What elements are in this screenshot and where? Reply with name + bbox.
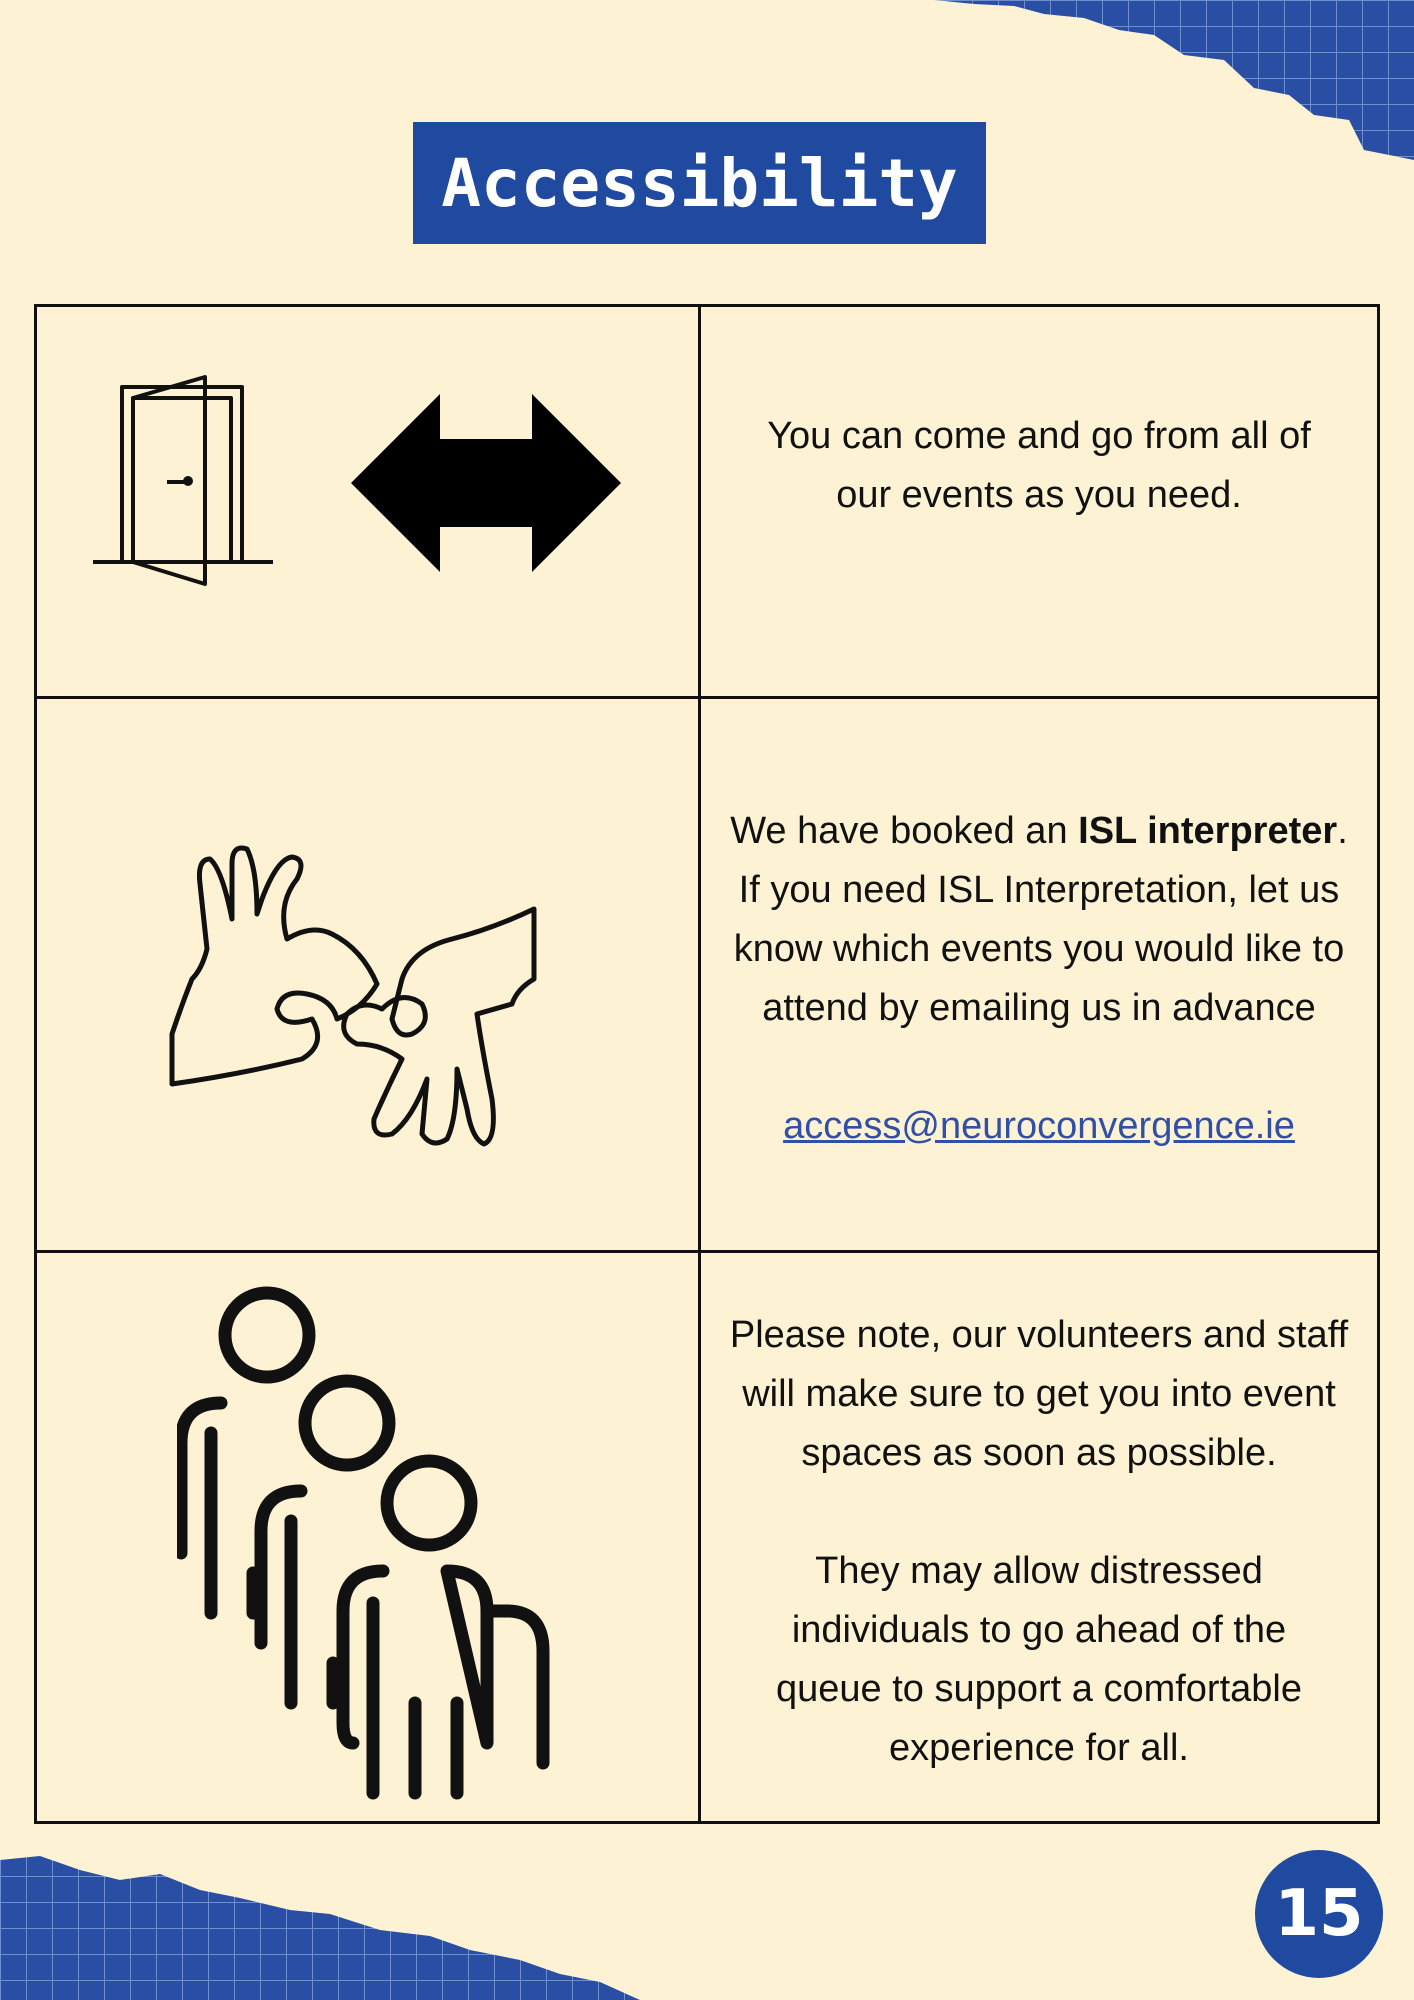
door-icon [87,372,277,597]
page-number: 15 [1274,1877,1364,1951]
sign-language-hands-icon [162,839,542,1169]
isl-text-suffix: . If you need ISL Interpretation, let us know which events you would like to attend by emailing us in advance [733,809,1348,1029]
come-and-go-text: You can come and go from all of our events as you need. [767,414,1311,516]
table-row [37,699,1377,1253]
accessibility-table [34,304,1380,1824]
info-text-cell [701,699,1377,1250]
icon-cell [37,307,701,696]
icon-cell [37,1253,701,1824]
page-number-badge [1255,1850,1383,1978]
isl-text-bold: ISL interpreter [1078,809,1338,852]
info-text-cell [701,307,1377,696]
info-text-cell [701,1253,1377,1824]
isl-text-prefix: We have booked an [730,809,1079,852]
table-row [37,307,1377,699]
queue-people-icon [177,1273,567,1813]
volunteers-note-text: Please note, our volunteers and staff will make sure to get you into event spaces as soon as possible. [729,1313,1349,1474]
access-email-link[interactable]: access@neuroconvergence.ie [783,1104,1295,1147]
decorative-grid-corner-bottom [0,1850,640,2000]
page-title-banner [413,122,986,244]
page-title: Accessibility [441,144,958,222]
table-row [37,1253,1377,1824]
isl-interpreter-text [715,802,1363,1038]
icon-cell [37,699,701,1250]
double-arrow-icon [351,394,621,572]
distressed-individuals-text: They may allow distressed individuals to go ahead of the queue to support a comfortable experience for all. [775,1549,1302,1769]
